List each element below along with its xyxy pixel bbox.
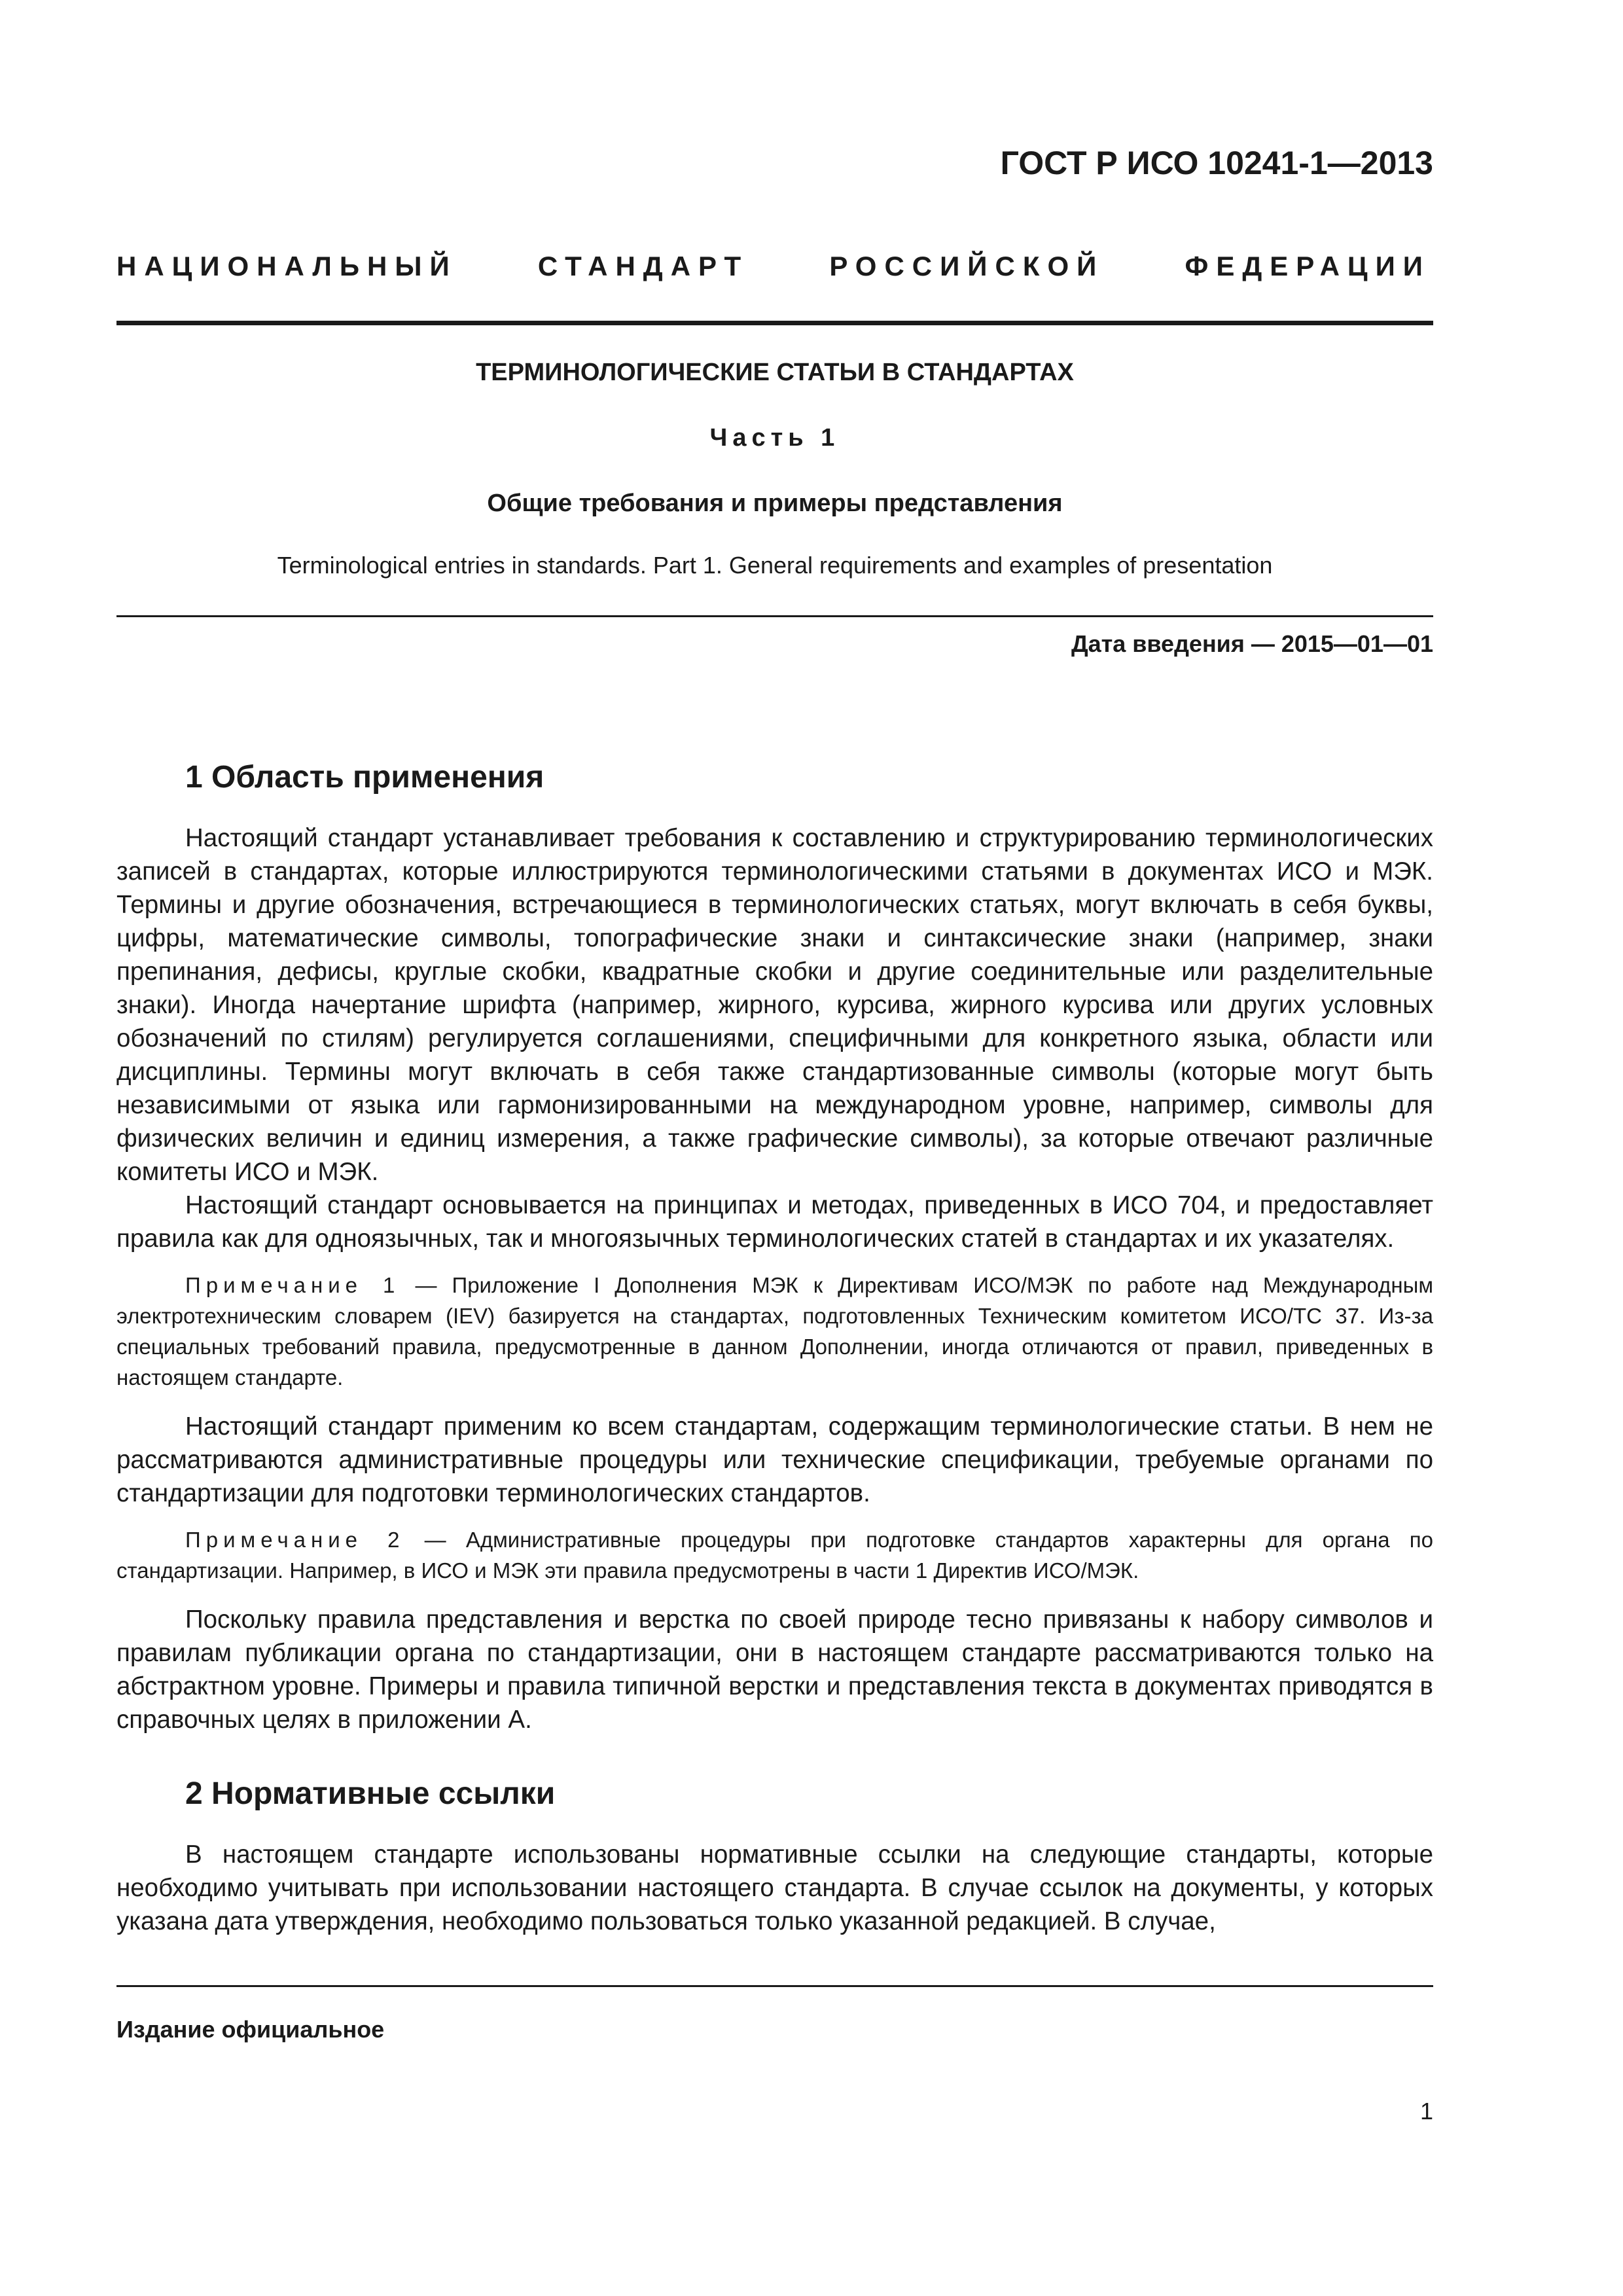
page-number: 1: [1419, 2098, 1433, 2125]
header-divider: [116, 321, 1433, 325]
note-2-label: Примечание 2: [185, 1528, 405, 1552]
note-1-label: Примечание 1: [185, 1273, 401, 1297]
footer-divider: [116, 1985, 1433, 1987]
note-1-text: — Приложение I Дополнения МЭК к Директивам ИСО/МЭК по работе над Международным электротехническим словарем (IEV) базируется на стандартах, подготовленных Техническим комитетом ИСО/ТС 37. Из-за специальных требований правила, предусмотренные в данном Дополнении, иногда отличаются от правил, приведенных в настоящем стандарте.: [116, 1273, 1434, 1390]
note-2: [116, 1524, 1433, 1586]
standard-code: ГОСТ Р ИСО 10241-1—2013: [1000, 145, 1433, 181]
section-1-paragraph-3: Настоящий стандарт применим ко всем стандартам, содержащим терминологические статьи. В нем не рассматриваются административные процедуры или технические спецификации, требуемые органами по стандартизации для подготовки терминологических стандартов.: [116, 1412, 1433, 1507]
section-1-heading: 1 Область применения: [185, 760, 544, 795]
note-2-text: — Административные процедуры при подготовке стандартов характерны для органа по стандартизации. Например, в ИСО и МЭК эти правила предусмотрены в части 1 Директив ИСО/МЭК.: [116, 1528, 1433, 1583]
section-1-paragraph-1: Настоящий стандарт устанавливает требования к составлению и структурированию терминологических записей в стандартах, которые иллюстрируются терминологическими статьями в документах ИСО и МЭК. Термины и другие обозначения, встречающиеся в терминологических статьях, могут включать в себя буквы, цифры, математические символы, топографические знаки и синтаксические знаки (например, знаки препинания, дефисы, круглые скобки, квадратные скобки и другие соединительные или разделительные знаки). Иногда начертание шрифта (например, жирного, курсива, жирного курсива или других условных обозначений по стилям) регулируется соглашениями, специфичными для конкретного языка, области или дисциплины. Термины могут включать в себя также стандартизованные символы (которые могут быть независимыми от языка или гармонизированными на международном уровне, например, символы для физических величин и единиц измерения, а также графические символы), за которые отвечают различные комитеты ИСО и МЭК.: [116, 824, 1433, 1186]
section-1-paragraph-4: Поскольку правила представления и верстка по своей природе тесно привязаны к набору символов и правилам публикации органа по стандартизации, они в настоящем стандарте рассматриваются только на абстрактном уровне. Примеры и правила типичной верстки и представления текста в документах приводятся в справочных целях в приложении А.: [116, 1605, 1433, 1734]
note-1: [116, 1270, 1433, 1393]
section-2-paragraph-1: В настоящем стандарте использованы нормативные ссылки на следующие стандарты, которые необходимо учитывать при использовании настоящего стандарта. В случае ссылок на документы, у которых указана дата утверждения, необходимо пользоваться только указанной редакцией. В случае,: [116, 1840, 1433, 1935]
effective-date: Дата введения — 2015—01—01: [1071, 630, 1433, 657]
document-body: [116, 759, 1433, 1938]
part-label: Часть 1: [709, 424, 840, 452]
english-title: Terminological entries in standards. Part 1. General requirements and examples of presentation: [277, 552, 1273, 579]
national-standard-banner: НАЦИОНАЛЬНЫЙ СТАНДАРТ РОССИЙСКОЙ ФЕДЕРАЦИИ: [116, 251, 1431, 281]
title-divider: [116, 615, 1433, 617]
section-1-paragraph-2: Настоящий стандарт основывается на принципах и методах, приведенных в ИСО 704, и предоставляет правила как для одноязычных, так и многоязычных терминологических статей в стандартах и их указателях.: [116, 1191, 1433, 1253]
official-edition-label: Издание официальное: [116, 2016, 385, 2043]
section-2-heading: 2 Нормативные ссылки: [185, 1776, 556, 1811]
document-subtitle: Общие требования и примеры представления: [487, 490, 1063, 517]
document-title: ТЕРМИНОЛОГИЧЕСКИЕ СТАТЬИ В СТАНДАРТАХ: [476, 359, 1074, 386]
